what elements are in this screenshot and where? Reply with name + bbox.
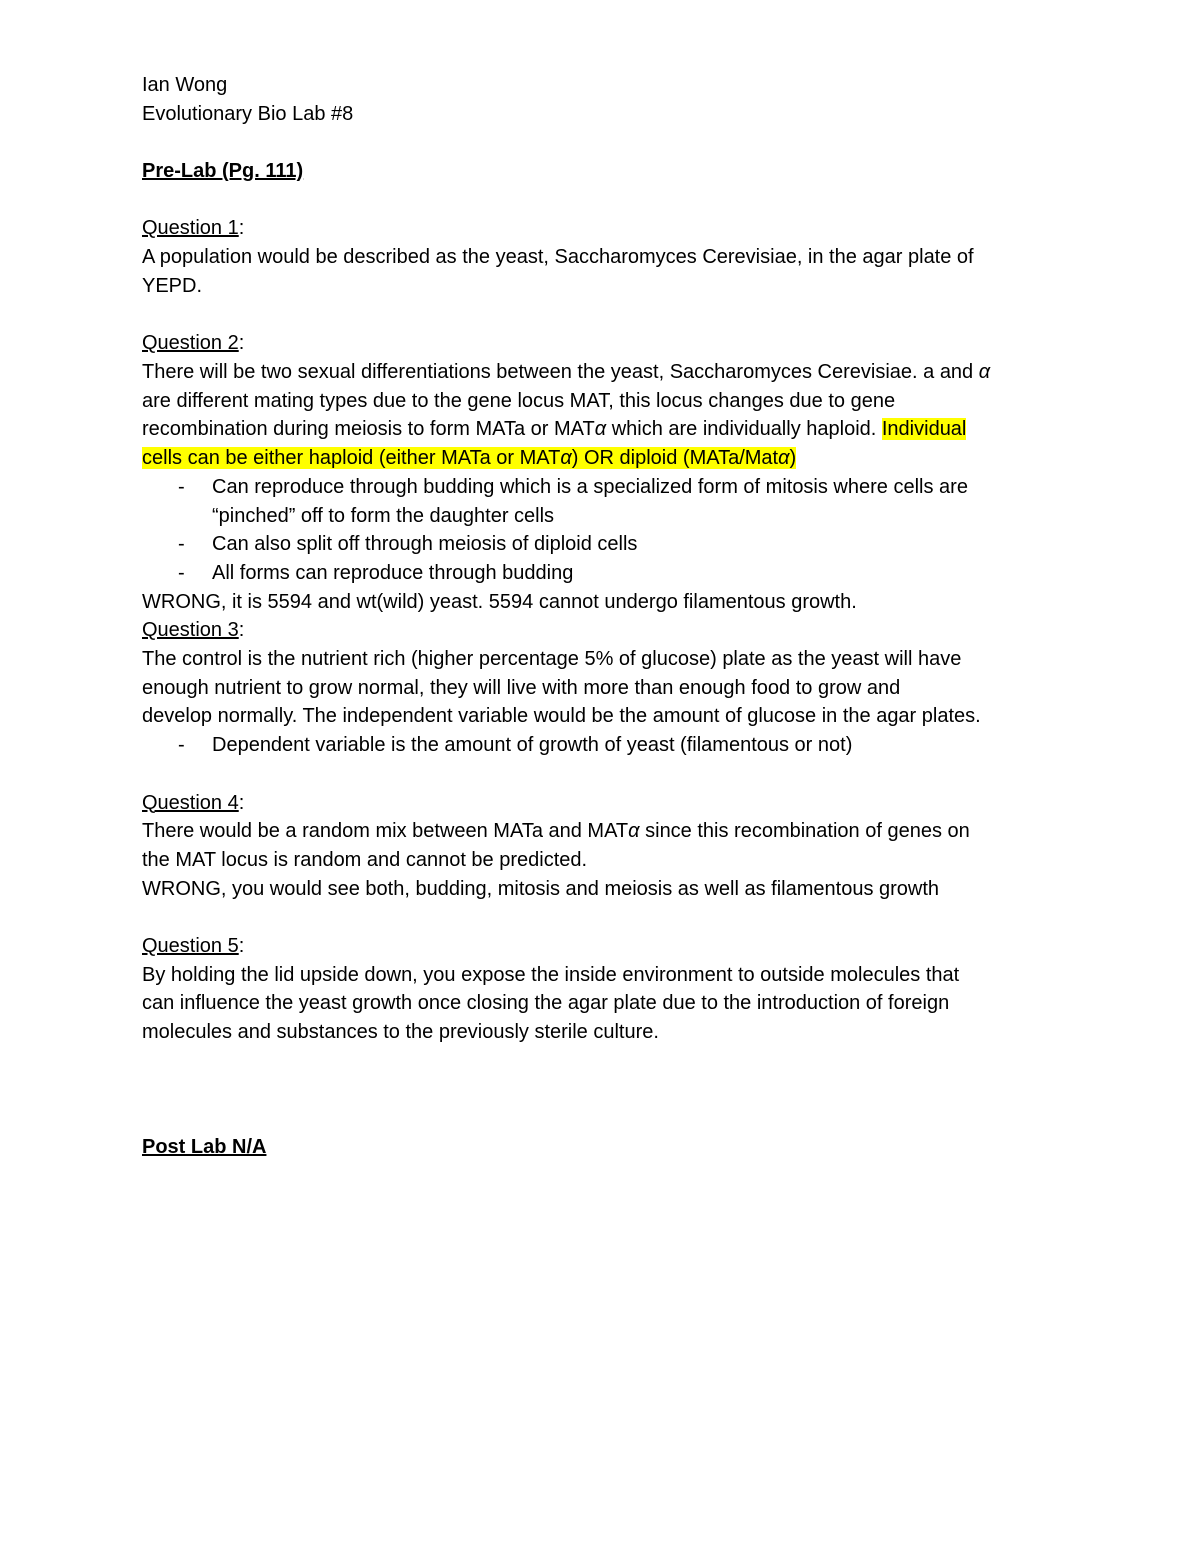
question-3-answer-line: The control is the nutrient rich (higher percentage 5% of glucose) plate as the yeast will have: [142, 648, 962, 671]
spacer: [142, 760, 1062, 789]
question-1-label: Question 1: [142, 217, 239, 240]
answer-text: cells can be either haploid (either MATa or MAT: [142, 447, 561, 470]
spacer: [142, 1076, 1062, 1105]
question-2-label: Question 2: [142, 332, 239, 355]
lab-title: Evolutionary Bio Lab #8: [142, 102, 354, 125]
highlighted-text: [142, 447, 796, 469]
question-4-label: Question 4: [142, 791, 239, 814]
spacer: [142, 1104, 1062, 1133]
alpha-symbol: α: [978, 360, 991, 383]
bullet-text: Dependent variable is the amount of growth of yeast (filamentous or not): [212, 734, 853, 757]
author-name: Ian Wong: [142, 74, 228, 96]
question-4-heading: [142, 789, 1062, 818]
prelab-heading: [142, 157, 1062, 186]
colon: :: [238, 217, 245, 240]
colon: :: [238, 791, 245, 814]
colon: :: [238, 332, 245, 355]
question-4-answer-line: the MAT locus is random and cannot be predicted.: [142, 848, 588, 871]
alpha-symbol: α: [594, 418, 607, 441]
question-2-heading: [142, 329, 1062, 358]
answer-text: recombination during meiosis to form MATa or MAT: [142, 418, 595, 441]
bullet-dash: -: [178, 561, 185, 584]
question-2-answer-line: [142, 358, 1062, 387]
question-2-answer-line: [142, 415, 1062, 444]
spacer: [142, 1047, 1062, 1076]
question-1-answer-line: YEPD.: [142, 274, 203, 297]
postlab-heading: [142, 1133, 1062, 1162]
bullet-dash: -: [178, 475, 185, 498]
bullet-text: Can also split off through meiosis of diploid cells: [212, 533, 638, 556]
spacer: [142, 186, 1062, 215]
question-5-answer-line: molecules and substances to the previously sterile culture.: [142, 1021, 659, 1044]
spacer: [142, 301, 1062, 330]
bullet-continuation: “pinched” off to form the daughter cells: [212, 504, 555, 527]
question-4-correction: WRONG, you would see both, budding, mitosis and meiosis as well as filamentous growth: [142, 877, 940, 900]
answer-text: ): [789, 447, 797, 470]
list-item: [142, 473, 1062, 502]
answer-text: There would be a random mix between MATa and MAT: [142, 820, 629, 843]
alpha-symbol: α: [778, 447, 790, 470]
answer-text: which are individually haploid.: [606, 418, 882, 441]
question-3-answer-line: enough nutrient to grow normal, they will live with more than enough food to grow and: [142, 676, 901, 699]
answer-text: ) OR diploid (MATa/Mat: [571, 447, 779, 470]
bullet-dash: -: [178, 533, 185, 556]
spacer: [142, 903, 1062, 932]
answer-text: There will be two sexual differentiations between the yeast, Saccharomyces Cerevisiae. a and: [142, 360, 979, 383]
postlab-title: Post Lab N/A: [142, 1135, 267, 1158]
prelab-title: Pre-Lab (Pg. 111): [142, 160, 304, 183]
list-item: [142, 559, 1062, 588]
list-item: [142, 530, 1062, 559]
question-1-heading: [142, 214, 1062, 243]
question-3-label: Question 3: [142, 619, 239, 642]
bullet-dash: -: [178, 734, 185, 757]
spacer: [142, 128, 1062, 157]
alpha-symbol: α: [628, 820, 640, 843]
question-3-heading: [142, 616, 1062, 645]
list-item: [142, 731, 1062, 760]
question-3-answer-line: develop normally. The independent variable would be the amount of glucose in the agar plates.: [142, 705, 981, 728]
question-5-answer-line: can influence the yeast growth once closing the agar plate due to the introduction of foreign: [142, 992, 950, 1015]
bullet-text: Can reproduce through budding which is a specialized form of mitosis where cells are: [212, 475, 968, 498]
question-2-correction: WRONG, it is 5594 and wt(wild) yeast. 5594 cannot undergo filamentous growth.: [142, 590, 857, 613]
question-1-answer-line: A population would be described as the yeast, Saccharomyces Cerevisiae, in the agar plate of: [142, 246, 974, 269]
document-page: [142, 71, 1062, 1162]
question-5-answer-line: By holding the lid upside down, you expose the inside environment to outside molecules that: [142, 963, 960, 986]
answer-text: since this recombination of genes on: [639, 820, 970, 843]
highlighted-text: Individual: [881, 418, 967, 441]
colon: :: [238, 935, 245, 958]
alpha-symbol: α: [560, 447, 572, 470]
colon: :: [238, 619, 245, 642]
question-4-answer-line: [142, 817, 1062, 846]
question-2-answer-line: are different mating types due to the gene locus MAT, this locus changes due to gene: [142, 389, 896, 412]
question-5-label: Question 5: [142, 935, 239, 958]
question-2-answer-line: [142, 444, 1062, 473]
bullet-text: All forms can reproduce through budding: [212, 561, 574, 584]
question-5-heading: [142, 932, 1062, 961]
